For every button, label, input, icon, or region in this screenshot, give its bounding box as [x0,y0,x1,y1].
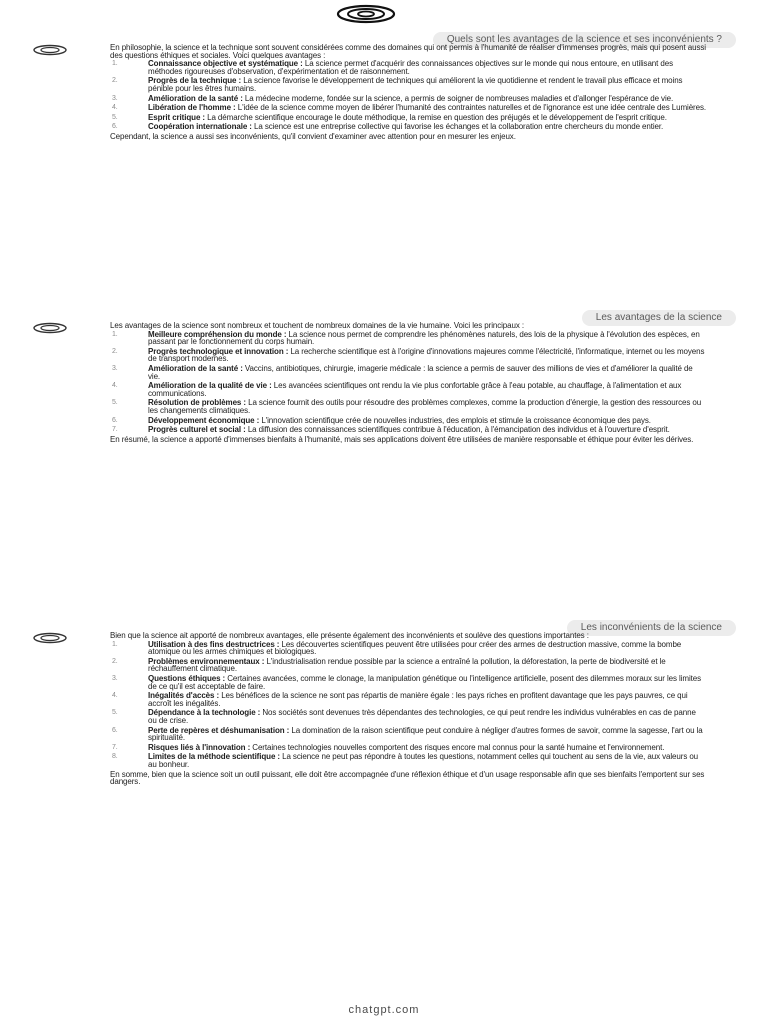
list-item: 4. Amélioration de la qualité de vie : Les avancées scientifiques ont rendu la vie plus confortable grâce à l'eau potable, au chauffage, à l'alimentation et aux communications. [112,381,682,398]
list-item: 3. Amélioration de la santé : Vaccins, antibiotiques, chirurgie, imagerie médicale : la science a permis de sauver des millions de vies et d'améliorer la qualité de vie. [112,363,693,381]
list-item: 4. Inégalités d'accès : Les bénéfices de la science ne sont pas répartis de manière égale : les pays riches en profitent davantage que les pays pauvres, ce qui accroît les inégalités. [112,691,688,708]
answer-intro: En philosophie, la science et la technique sont souvent considérées comme des domaines qui ont permis à l'humanité de réaliser d'immenses progrès, mais qui posent aussi des questions éthiques et sociales. Voici quelques avantages : [110,43,706,60]
assistant-avatar-icon [30,44,70,56]
list-item: 1. Utilisation à des fins destructrices : Les découvertes scientifiques peuvent être utilisées pour créer des armes de destruction massive, comme la bombe atomique ou les armes chimiques et biologiques. [112,639,682,657]
list-item: 4. Libération de l'homme : L'idée de la science comme moyen de libérer l'humanité des contraintes naturelles et de l'ignorance est une idée centrale des Lumières. [112,103,706,113]
list-item: 3. Questions éthiques : Certaines avancées, comme le clonage, la manipulation génétique ou l'intelligence artificielle, posent des dilemmes moraux sur les limites de ce qu'il est acceptable de faire. [112,673,702,691]
list-item: 2. Problèmes environnementaux : L'industrialisation rendue possible par la science a entraîné la pollution, la déforestation, la perte de biodiversité et le réchauffement climatique. [112,656,666,674]
list-item: 5. Résolution de problèmes : La science fournit des outils pour résoudre des problèmes complexes, comme la production d'énergie, la gestion des ressources ou les changements climatiques. [112,398,702,415]
answer-outro: En somme, bien que la science soit un outil puissant, elle doit être accompagnée d'une réflexion éthique et d'un usage responsable afin que ses bienfaits l'emportent sur ses dangers. [110,769,705,787]
user-message-bubble: Quels sont les avantages de la science et ses inconvénients ? [433,32,736,48]
assistant-answer [110,632,706,786]
assistant-avatar-icon [30,322,70,334]
answer-list [110,641,706,769]
answer-outro: Cependant, la science a aussi ses inconvénients, qu'il convient d'examiner avec attention pour en mesurer les enjeux. [110,131,516,141]
list-item: 5. Dépendance à la technologie : Nos sociétés sont devenues très dépendantes des technologies, ce qui peut rendre les individus vulnérables en cas de panne ou de crise. [112,708,696,725]
list-item: 7. Progrès culturel et social : La diffusion des connaissances scientifiques contribue à l'éducation, à l'émancipation des individus et à l'ouverture d'esprit. [112,425,670,435]
list-item: 1. Meilleure compréhension du monde : La science nous permet de comprendre les phénomènes naturels, des lois de la physique à l'évolution des espèces, en passant par le fonctionnement du corps humain. [112,329,700,347]
list-item: 6. Perte de repères et déshumanisation : La domination de la raison scientifique peut conduire à négliger d'autres formes de savoir, comme la sagesse, l'art ou la spiritualité. [112,725,703,743]
footer-site-url[interactable]: chatgpt.com [348,1004,420,1016]
list-item: 8. Limites de la méthode scientifique : La science ne peut pas répondre à toutes les questions, notamment celles qui touchent au sens de la vie, aux valeurs ou au bonheur. [112,752,699,769]
openai-logo-icon [334,4,398,24]
list-item: 3. Amélioration de la santé : La médecine moderne, fondée sur la science, a permis de soigner de nombreuses maladies et d'allonger l'espérance de vie. [112,93,674,103]
assistant-answer [110,322,706,443]
list-item: 2. Progrès technologique et innovation : La recherche scientifique est à l'origine d'innovations majeures comme l'électricité, l'informatique, internet ou les moyens de transport modernes. [112,346,705,364]
assistant-answer [110,44,706,141]
list-item: 6. Développement économique : L'innovation scientifique crée de nouvelles industries, des emplois et stimule la croissance économique des pays. [112,415,651,425]
list-item: 6. Coopération internationale : La science est une entreprise collective qui favorise les échanges et la collaboration entre chercheurs du monde entier. [112,122,664,132]
user-message-bubble: Les avantages de la science [582,310,736,326]
answer-list [110,331,706,434]
answer-outro: En résumé, la science a apporté d'immenses bienfaits à l'humanité, mais ses applications doivent être utilisées de manière responsable et éthique pour éviter les dérives. [110,434,694,444]
answer-intro: Les avantages de la science sont nombreux et touchent de nombreux domaines de la vie humaine. Voici les principaux : [110,321,524,330]
list-item: 2. Progrès de la technique : La science favorise le développement de techniques qui améliorent la vie quotidienne et rendent le travail plus efficace et moins pénible pour les êtres humains. [112,76,683,93]
list-item: 1. Connaissance objective et systématique : La science permet d'acquérir des connaissances objectives sur le monde qui nous entoure, en utilisant des méthodes rigoureuses d'observation, d'expérimentation et de raisonnement. [112,59,673,76]
user-message-bubble: Les inconvénients de la science [567,620,736,636]
answer-list [110,60,706,131]
list-item: 5. Esprit critique : La démarche scientifique encourage le doute méthodique, la remise en question des préjugés et le développement de l'esprit critique. [112,112,667,122]
assistant-avatar-icon [30,632,70,644]
list-item: 7. Risques liés à l'innovation : Certaines technologies nouvelles comportent des risques encore mal connus pour la santé humaine et l'environnement. [112,742,665,752]
answer-intro: Bien que la science ait apporté de nombreux avantages, elle présente également des inconvénients et soulève des questions importantes : [110,631,589,640]
